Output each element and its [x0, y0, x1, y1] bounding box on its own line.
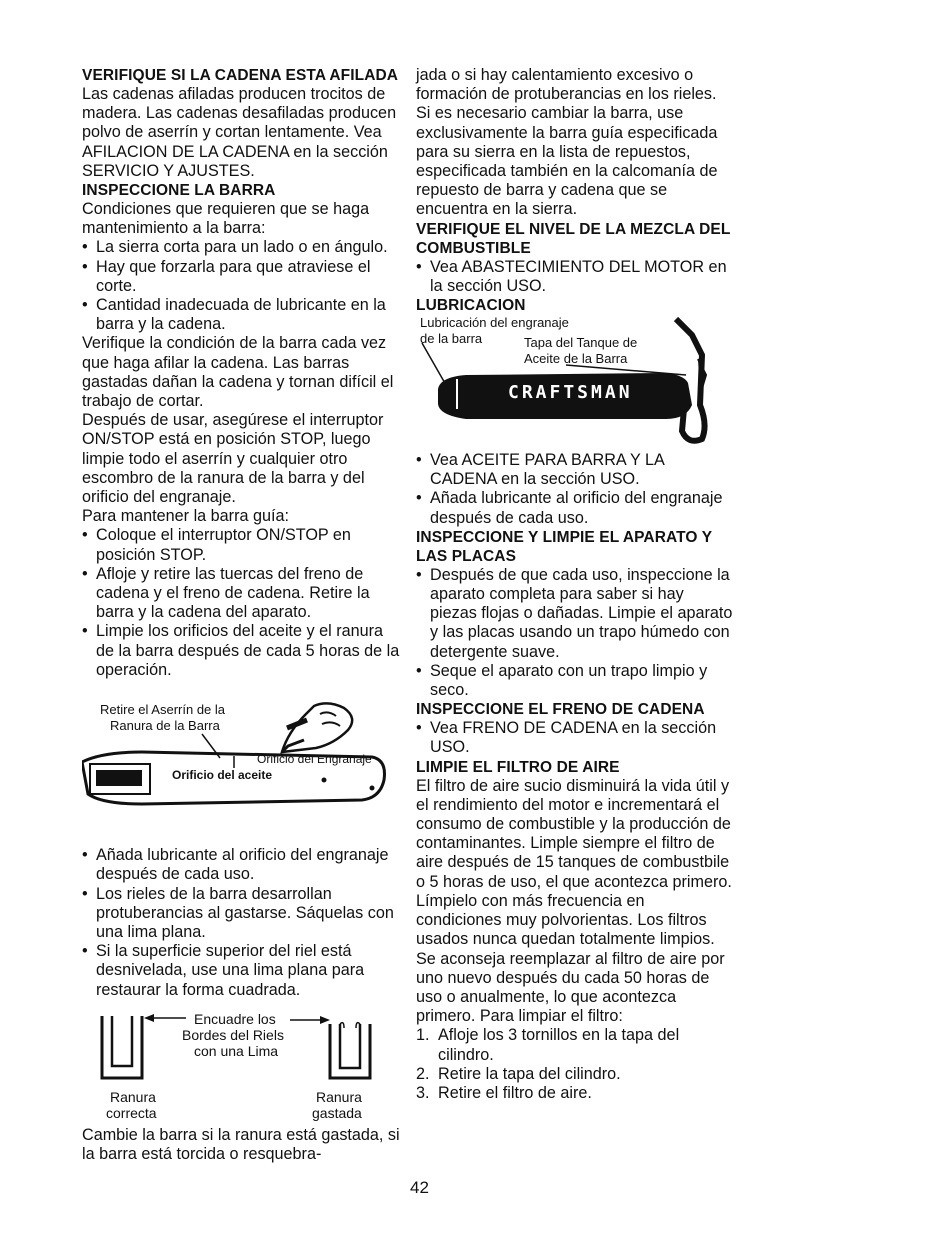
list-item: • Seque el aparato con un trapo limpio y seco. — [416, 662, 734, 700]
list-item: • Cantidad inadecuada de lubricante en la barra y la cadena. — [82, 296, 404, 334]
list-item: • Coloque el interruptor ON/STOP en posición STOP. — [82, 526, 404, 564]
step-number: 2. — [416, 1064, 430, 1083]
step-number: 3. — [416, 1083, 430, 1102]
figure-label: con una Lima — [194, 1042, 279, 1059]
heading-inspect-bar: INSPECCIONE LA BARRA — [82, 182, 276, 200]
lubrication-figure — [416, 315, 734, 445]
step-text: Retire la tapa del cilindro. — [438, 1064, 621, 1083]
figure-label: Bordes del Riels — [182, 1026, 284, 1043]
numbered-step — [416, 1084, 734, 1103]
numbered-step — [416, 1065, 734, 1084]
figure-label: Tapa del Tanque de — [524, 335, 638, 351]
heading-air-filter: LIMPIE EL FILTRO DE AIRE — [416, 758, 620, 776]
paragraph-air-filter: El filtro de aire sucio disminuirá la vida útil y el rendimiento del motor e incrementará el consumo de combustible y la producción de contaminantes. Limple siempre el filtro de aire después de 15 tanques de combustbile o 5 horas de uso, el que acontezca primero. Límpielo con más frecuencia en condiciones muy polvorientas. Los filtros usados nunca quedan totalmente limpios. Se aconseja reemplazar al filtro de aire por uno nuevo después du cada 50 horas de uso o anualmente, lo que acontezca primero. Para limpiar el filtro: — [416, 776, 732, 1026]
step-number: 1. — [416, 1026, 430, 1045]
figure-label: correcta — [106, 1104, 157, 1121]
figure-label: gastada — [312, 1104, 362, 1121]
list-item: • Limpie los orificios del aceite y el ranura de la barra después de cada 5 horas de la operación. — [82, 622, 404, 680]
list-item: • Después de que cada uso, inspeccione la aparato completa para saber si hay piezas flojas o dañadas. Limpie el aparato y las placas usando un trapo húmedo con detergente suave. — [416, 566, 734, 662]
paragraph-chain-sharp: Las cadenas afiladas producen trocitos de madera. Las cadenas desafiladas producen polvo de aserrín y cortan lentamente. Vea AFILACION DE LA CADENA en la sección SERVICIO Y AJUSTES. — [82, 85, 397, 180]
list-item: • Vea FRENO DE CADENA en la sección USO. — [416, 719, 734, 757]
brand-logo-text: CRAFTSMAN — [508, 382, 633, 404]
list-item: • Añada lubricante al orificio del engranaje después de cada uso. — [416, 489, 734, 527]
bar-cleaning-figure — [82, 702, 404, 834]
paragraph-verify-bar: Verifique la condición de la barra cada vez que haga afilar la cadena. Las barras gastadas dañan la cadena y tornan difícil el trabajo de cortar. — [82, 334, 394, 411]
step-text: Retire el filtro de aire. — [438, 1083, 592, 1102]
right-column — [416, 66, 734, 1103]
paragraph-bar-conditions: Condiciones que requieren que se haga mantenimiento a la barra: — [82, 200, 370, 238]
figure-label: Retire el Aserrín de la — [100, 702, 226, 718]
heading-inspect-clean: INSPECCIONE Y LIMPIE EL APARATO Y LAS PLACAS — [416, 528, 712, 565]
paragraph-replace-bar: Cambie la barra si la ranura está gastada, si la barra está torcida o resquebra- — [82, 1125, 400, 1163]
page-number: 42 — [410, 1178, 429, 1197]
paragraph-maintain-bar: Para mantener la barra guía: — [82, 507, 289, 526]
figure-label: Ranura — [110, 1088, 156, 1105]
heading-chain-sharp: VERIFIQUE SI LA CADENA ESTA AFILADA — [82, 67, 399, 84]
list-item: • La sierra corta para un lado o en ángulo. — [82, 238, 404, 257]
left-column — [82, 66, 404, 1164]
list-item: • Vea ABASTECIMIENTO DEL MOTOR en la sección USO. — [416, 258, 734, 296]
list-item: • Añada lubricante al orificio del engranaje después de cada uso. — [82, 846, 404, 884]
step-text: Afloje los 3 tornillos en la tapa del cilindro. — [438, 1026, 680, 1064]
list-item: • Hay que forzarla para que atraviese el corte. — [82, 258, 404, 296]
list-item: • Vea ACEITE PARA BARRA Y LA CADENA en la sección USO. — [416, 451, 734, 489]
figure-label: Ranura de la Barra — [110, 718, 220, 734]
list-item: • Afloje y retire las tuercas del freno de cadena y el freno de cadena. Retire la barra y la cadena del aparato. — [82, 565, 404, 623]
numbered-step — [416, 1026, 734, 1064]
figure-label: Lubricación del engranaje — [420, 315, 569, 331]
list-item: • Los rieles de la barra desarrollan protuberancias al gastarse. Sáquelas con una lima plana. — [82, 885, 404, 943]
rail-file-figure — [82, 1008, 404, 1126]
figure-label: de la barra — [420, 331, 483, 347]
figure-label: Ranura — [316, 1088, 362, 1105]
figure-label: Aceite de la Barra — [524, 351, 628, 367]
paragraph-replace-bar-cont: jada o si hay calentamiento excesivo o formación de protuberancias en los rieles. Si es necesario cambiar la barra, use exclusivamente la barra guía especificada para su sierra en la lista de repuestos, especificada también en la calcomanía de repuesto de barra y cadena que se encuentra en la sierra. — [416, 66, 718, 219]
paragraph-after-use: Después de usar, asegúrese el interruptor ON/STOP está en posición STOP, luego limpie todo el aserrín y cualquier otro escombro de la ranura de la barra y del orificio del engranaje. — [82, 411, 384, 507]
heading-chain-brake: INSPECCIONE EL FRENO DE CADENA — [416, 701, 705, 719]
list-item: • Si la superficie superior del riel está desnivelada, use una lima plana para restaurar la forma cuadrada. — [82, 942, 404, 1000]
figure-label: Orificio del aceite — [172, 768, 273, 783]
figure-label: Encuadre los — [194, 1010, 276, 1027]
figure-label: Orificio del Engranaje — [257, 752, 372, 767]
heading-fuel-mix: VERIFIQUE EL NIVEL DE LA MEZCLA DEL COMBUSTIBLE — [416, 220, 731, 257]
heading-lubrication: LUBRICACION — [416, 297, 526, 315]
